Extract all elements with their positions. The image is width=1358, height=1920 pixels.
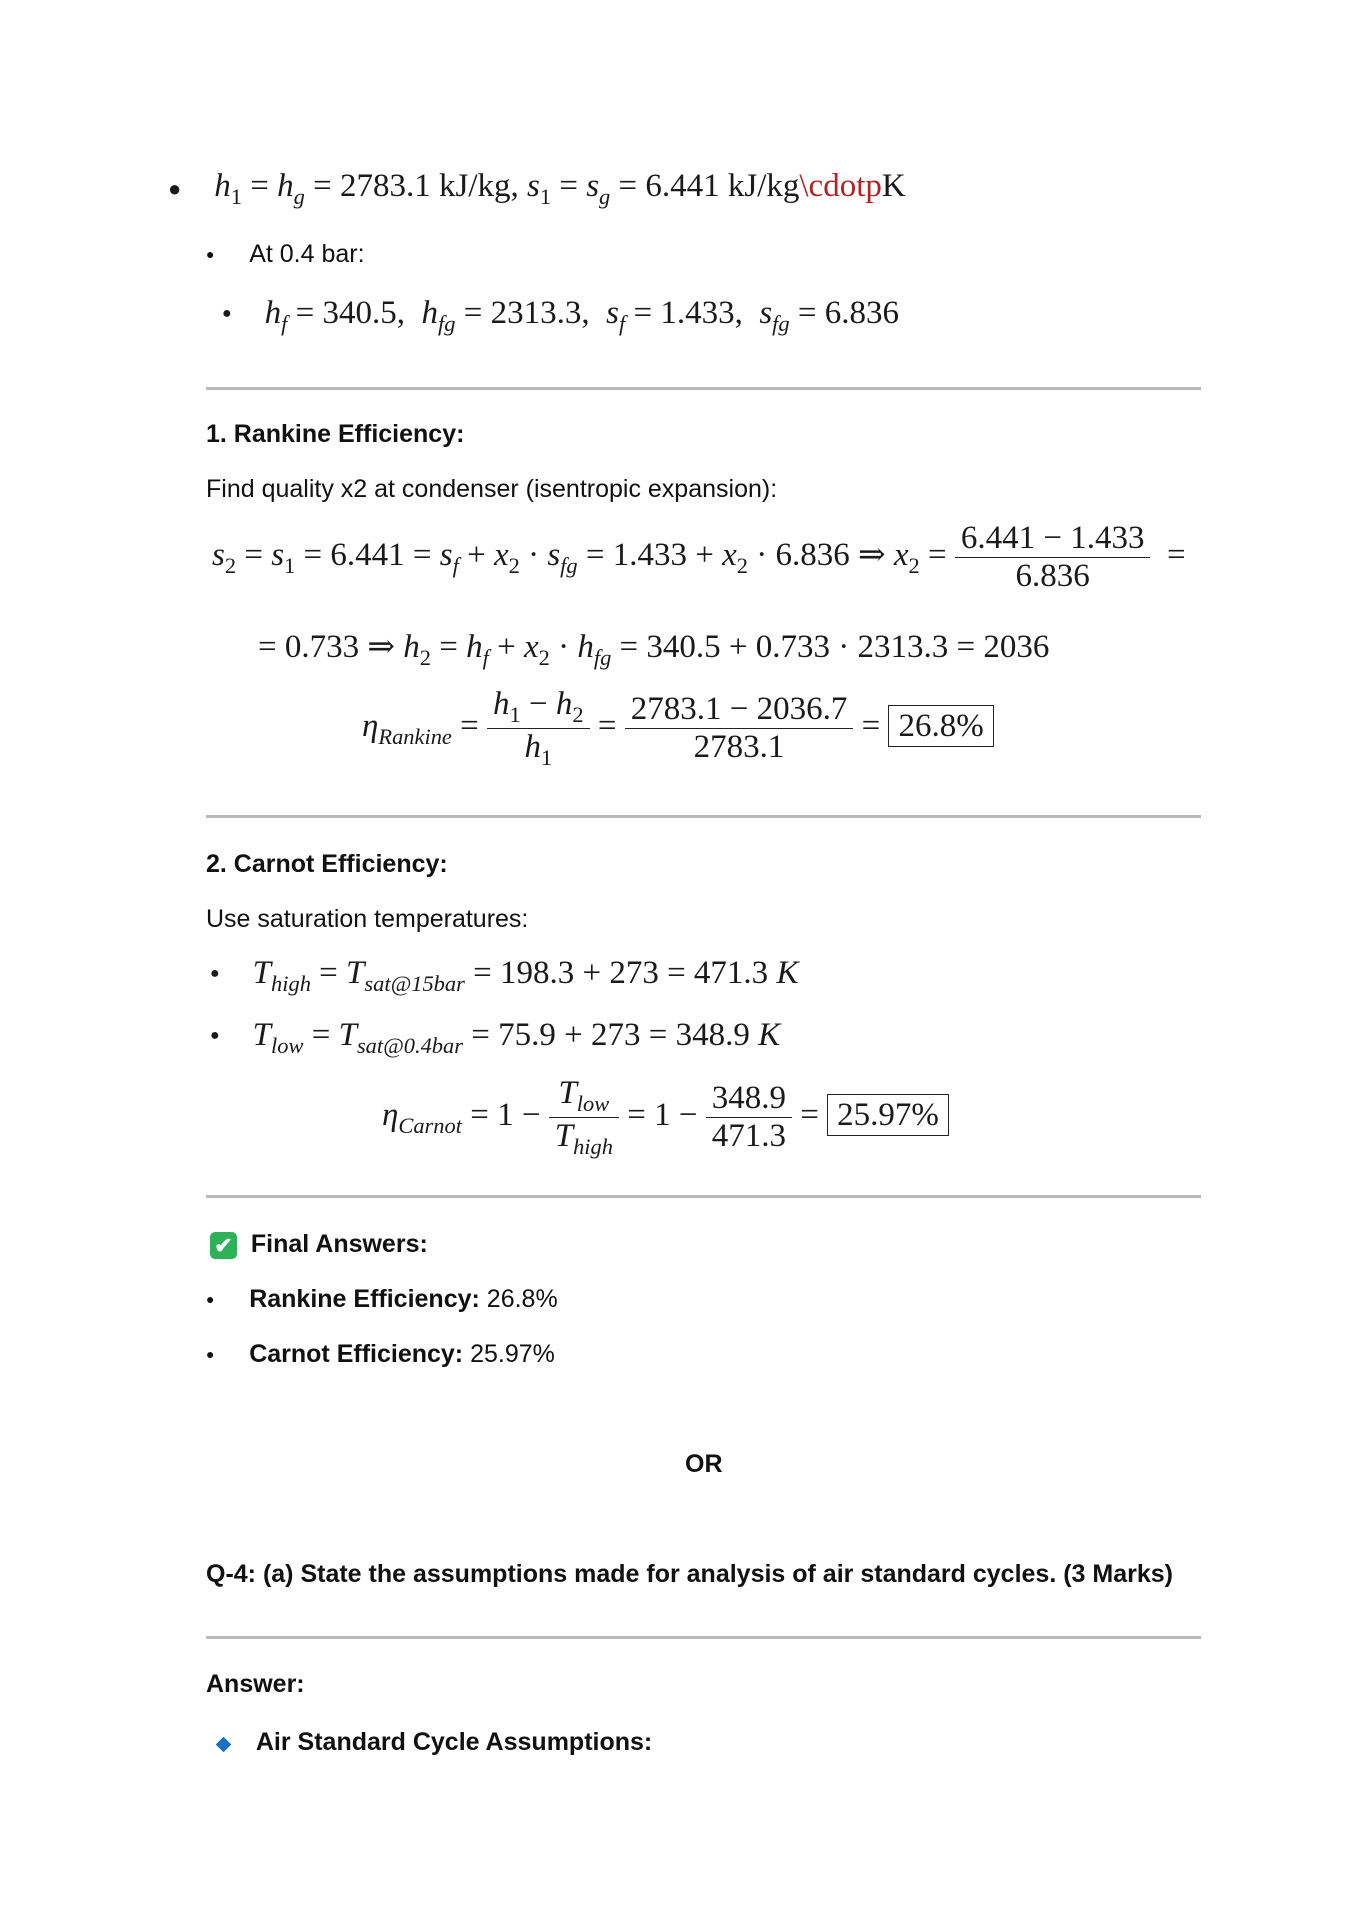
carnot-result-box: 25.97% (827, 1094, 949, 1136)
carnot-heading: 2. Carnot Efficiency: (206, 850, 448, 878)
divider (206, 815, 1201, 818)
diamond-icon (216, 1737, 232, 1753)
divider (206, 1195, 1201, 1198)
question-heading: Q-4: (a) State the assumptions made for analysis of air standard cycles. (3 Marks) (206, 1560, 1173, 1588)
divider (206, 1636, 1201, 1639)
rankine-fraction-numeric: $\frac{2783.1 - 2036.7}{2783.1}$ (625, 691, 854, 766)
rankine-efficiency-equation: $\eta_{Rankine}$ = $\frac{h_1 - h_2}{h_1}$ = $\frac{2783.1 - 2036.7}{2783.1}$ = 26.8% (362, 686, 994, 771)
t-high-line: ● $T_{high} = T_{sat@15bar} = 198.3 + 273 = 471.3$ K (210, 955, 799, 996)
carnot-efficiency-equation: $\eta_{Carnot} = 1$ − $\frac{T_{low}}{T_{high}}$ = 1 − $\frac{348.9}{471.3}$ = 25.97% (382, 1075, 949, 1160)
latex-error-text: \cdotp (799, 168, 882, 204)
check-icon: ✔ (210, 1232, 237, 1259)
final-answer-item: ● Carnot Efficiency: 25.97% (206, 1340, 555, 1368)
quality-fraction: $\frac{6.441 - 1.433}{6.836}$ (955, 520, 1151, 595)
at-bar-label: ● At 0.4 bar: (206, 240, 365, 268)
answer-label: Answer: (206, 1670, 305, 1698)
enthalpy-h2-equation: = 0.733 ⇒ $h_2 = h_f + x_2 \cdot h_{fg} = 340.5 + 0.733 \cdot 2313.3 = 2036$ (258, 629, 1050, 670)
rankine-result-box: 26.8% (888, 705, 993, 747)
quality-equation: $s_2 = s_1 = 6.441 = s_f + x_2 \cdot s_{fg} = 1.433 + x_2 \cdot 6.836$ ⇒ $x_2$ = $\frac{6.441 - 1.433}{6.836}$ = (212, 520, 1186, 594)
bullet: ● (168, 176, 182, 201)
rankine-heading: 1. Rankine Efficiency: (206, 420, 465, 448)
or-separator: OR (685, 1450, 723, 1478)
enthalpy-entropy-line: ● $h_1 = h_g = 2783.1$ kJ/kg, $s_1 = s_g = 6.441$ kJ/kg\cdotpK (168, 168, 906, 209)
carnot-fraction-numeric: $\frac{348.9}{471.3}$ (706, 1080, 792, 1155)
saturation-properties-line: ● $h_f = 340.5$, $h_{fg} = 2313.3$, $s_f = 1.433$, $s_{fg} = 6.836$ (222, 295, 899, 336)
divider (206, 387, 1201, 390)
rankine-intro: Find quality x2 at condenser (isentropic expansion): (206, 475, 778, 503)
t-low-line: ● $T_{low} = T_{sat@0.4bar} = 75.9 + 273 = 348.9$ K (210, 1017, 781, 1058)
final-answers-heading: ✔ Final Answers: (210, 1230, 428, 1259)
rankine-fraction-symbolic: $\frac{h_1 - h_2}{h_1}$ (487, 686, 590, 771)
carnot-intro: Use saturation temperatures: (206, 905, 529, 933)
assumptions-heading: Air Standard Cycle Assumptions: (218, 1728, 652, 1757)
final-answer-item: ● Rankine Efficiency: 26.8% (206, 1285, 558, 1313)
carnot-fraction-symbolic: $\frac{T_{low}}{T_{high}}$ (549, 1075, 619, 1160)
